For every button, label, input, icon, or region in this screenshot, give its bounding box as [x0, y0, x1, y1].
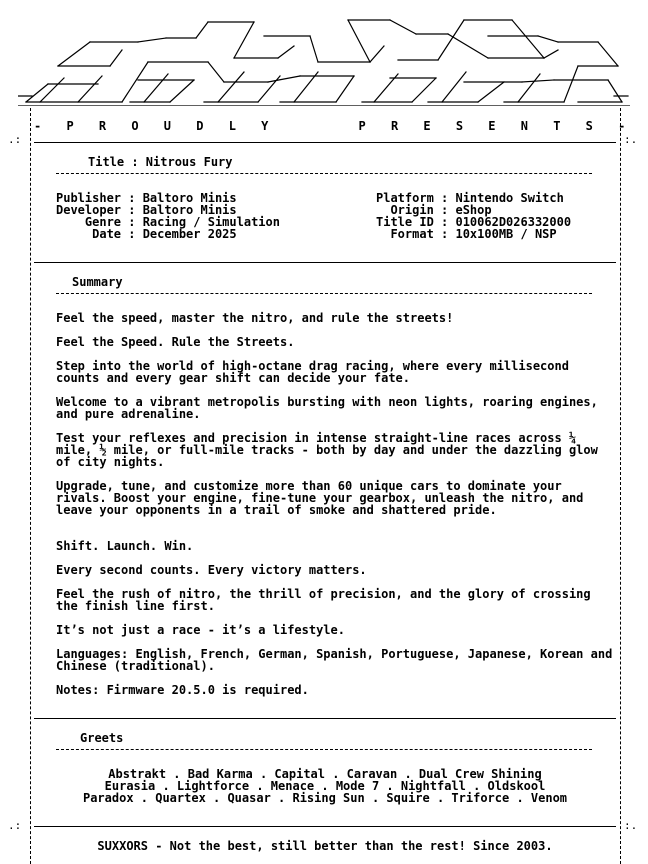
footer-tagline: SUXXORS - Not the best, still better than the rest! Since 2003.: [97, 839, 553, 853]
frame-right-border: [620, 108, 621, 864]
summary-paragraph: Step into the world of high-octane drag racing, where every millisecond counts and every gear shift can decide your fate.: [56, 359, 569, 385]
frame-corner-ornament: :.: [624, 133, 638, 146]
title-label: Title :: [88, 155, 146, 169]
languages-line: Languages: English, French, German, Spanish, Portuguese, Japanese, Korean and Chinese (traditional).: [56, 647, 613, 673]
group-logo: [18, 16, 630, 106]
presents-banner: - P R O U D L Y P R E S E N T S -: [34, 119, 635, 133]
title-underline: [56, 173, 592, 174]
info-value: Baltoro Minis: [142, 191, 237, 205]
summary-paragraph: Feel the speed, master the nitro, and rule the streets!: [56, 311, 454, 325]
summary-paragraph: Upgrade, tune, and customize more than 60 unique cars to dominate your rivals. Boost your engine, fine-tune your gearbox, unleash the nitro, and leave your opponents in a trail of smoke and shattered pride.: [56, 479, 584, 517]
greets-line: Eurasia . Lightforce . Menace . Mode 7 . Nightfall . Oldskool: [104, 779, 546, 793]
greets-line: Abstrakt . Bad Karma . Capital . Caravan . Dual Crew Shining: [108, 767, 542, 781]
info-label: Format :: [376, 227, 456, 241]
info-label: Publisher :: [56, 191, 143, 205]
summary-paragraph: Shift. Launch. Win.: [56, 539, 194, 553]
info-value: 010062D026332000: [455, 215, 572, 229]
summary-paragraph: Feel the Speed. Rule the Streets.: [56, 335, 295, 349]
info-label: Date :: [56, 227, 143, 241]
summary-heading: Summary: [72, 275, 123, 289]
notes-line: Notes: Firmware 20.5.0 is required.: [56, 683, 309, 697]
info-label: Genre :: [56, 215, 143, 229]
summary-paragraph: Every second counts. Every victory matters.: [56, 563, 367, 577]
title-line: [88, 156, 233, 168]
section-divider: [34, 262, 616, 263]
summary-paragraph: It’s not just a race - it’s a lifestyle.: [56, 623, 345, 637]
frame-left-border: [30, 108, 31, 864]
section-divider: [34, 826, 616, 827]
greets-heading: Greets: [80, 731, 124, 745]
info-row-format: [376, 228, 557, 240]
info-value: 10x100MB / NSP: [455, 227, 557, 241]
greets-underline: [56, 749, 592, 750]
frame-corner-ornament: .:: [8, 133, 22, 146]
greets-line: Paradox . Quartex . Quasar . Rising Sun . Squire . Triforce . Venom: [82, 791, 568, 805]
info-label: Origin :: [376, 203, 456, 217]
info-value: Racing / Simulation: [142, 215, 280, 229]
info-value: December 2025: [142, 227, 237, 241]
info-value: Baltoro Minis: [142, 203, 237, 217]
title-value: Nitrous Fury: [145, 155, 233, 169]
info-value: eShop: [455, 203, 492, 217]
summary-paragraph: Welcome to a vibrant metropolis bursting with neon lights, roaring engines, and pure adrenaline.: [56, 395, 598, 421]
section-divider: [34, 142, 616, 143]
summary-paragraph: Test your reflexes and precision in intense straight-line races across ¼ mile, ½ mile, or full-mile tracks - both by day and under the dazzling glow of city nights.: [56, 431, 598, 469]
frame-corner-ornament: .:: [8, 819, 22, 832]
info-label: Title ID :: [376, 215, 456, 229]
info-value: Nintendo Switch: [455, 191, 564, 205]
summary-paragraph: Feel the rush of nitro, the thrill of precision, and the glory of crossing the finish line first.: [56, 587, 591, 613]
summary-underline: [56, 293, 592, 294]
section-divider: [34, 718, 616, 719]
frame-corner-ornament: :.: [624, 819, 638, 832]
info-label: Developer :: [56, 203, 143, 217]
info-label: Platform :: [376, 191, 456, 205]
info-row-date: [56, 228, 237, 240]
